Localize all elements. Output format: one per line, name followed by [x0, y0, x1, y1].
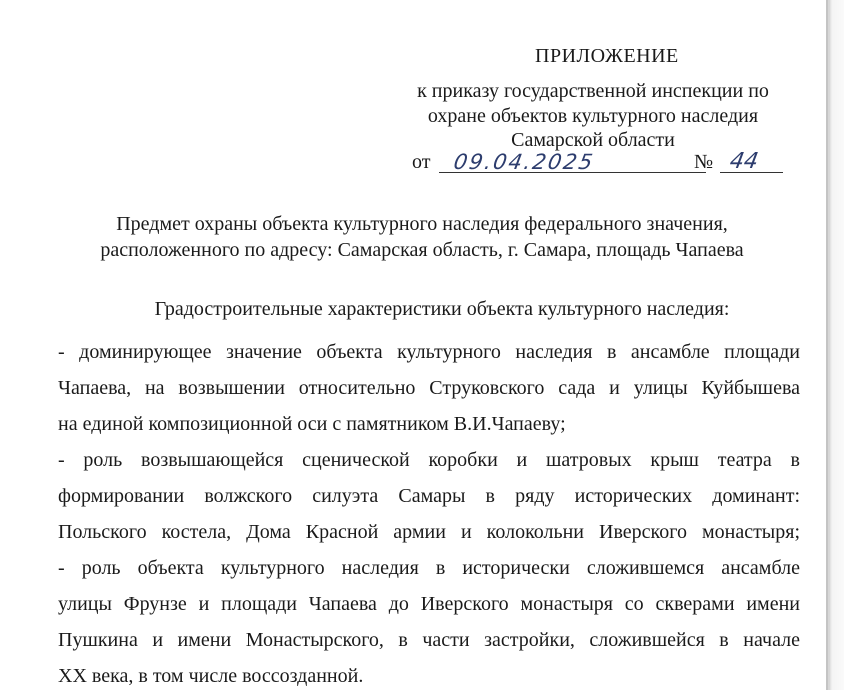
order-reference-line-3: Самарской области	[511, 129, 675, 151]
body-line: XX века, в том числе воссозданной.	[58, 665, 364, 687]
appendix-title: ПРИЛОЖЕНИЕ	[535, 45, 679, 67]
body-line: - доминирующее значение объекта культурного наследия в ансамбле площади	[58, 341, 800, 363]
section-heading: Градостроительные характеристики объекта культурного наследия:	[154, 298, 730, 320]
subject-heading-line-1: Предмет охраны объекта культурного наследия федерального значения,	[116, 213, 728, 235]
body-line: Пушкина и имени Монастырского, в части застройки, сложившейся в начале	[58, 629, 800, 651]
handwritten-date: 09.04.2025	[451, 150, 597, 174]
body-text	[58, 334, 800, 694]
handwritten-number: 44	[727, 149, 761, 174]
page-edge	[826, 0, 844, 690]
page-edge-shadow	[826, 0, 828, 690]
body-line: - роль возвышающейся сценической коробки и шатровых крыш театра в	[58, 449, 800, 471]
body-line: - роль объекта культурного наследия в исторически сложившемся ансамбле	[58, 557, 800, 579]
body-line: на единой композиционной оси с памятником В.И.Чапаеву;	[58, 413, 566, 435]
body-line: Польского костела, Дома Красной армии и колокольни Иверского монастыря;	[58, 521, 800, 543]
order-reference-line-1: к приказу государственной инспекции по	[417, 80, 769, 102]
order-date-number-row	[412, 150, 792, 178]
number-sign: №	[694, 151, 714, 173]
order-reference-line-2: охране объектов культурного наследия	[427, 105, 759, 127]
date-prefix: от	[412, 151, 431, 173]
body-line: формировании волжского силуэта Самары в ряду исторических доминант:	[58, 485, 800, 507]
body-line: улицы Фрунзе и площади Чапаева до Иверского монастыря со скверами имени	[58, 593, 800, 615]
subject-heading-line-2: расположенного по адресу: Самарская область, г. Самара, площадь Чапаева	[100, 239, 744, 261]
body-line: Чапаева, на возвышении относительно Струковского сада и улицы Куйбышева	[58, 377, 800, 399]
